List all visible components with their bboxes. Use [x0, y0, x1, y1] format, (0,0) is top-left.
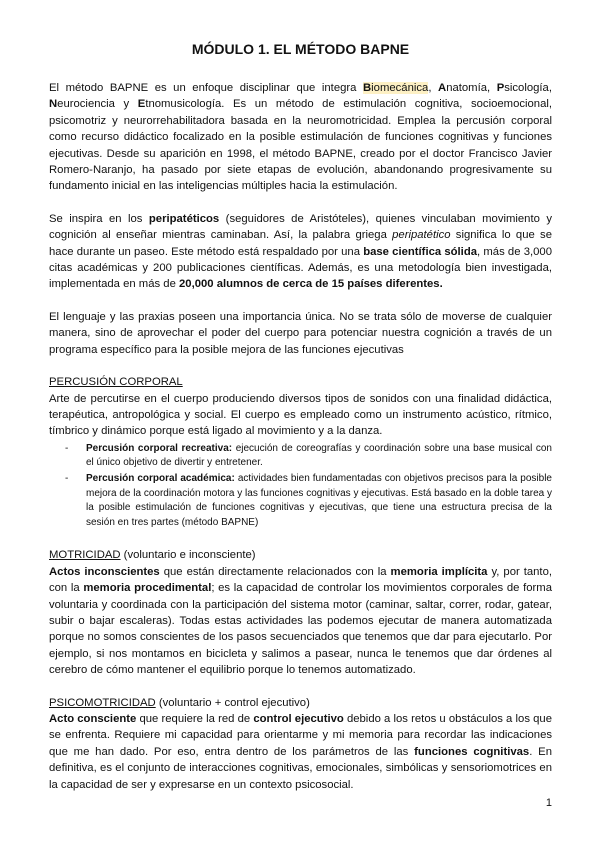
bullet-label: Percusión corporal recreativa:	[86, 442, 233, 454]
text: Se inspira en los	[49, 212, 149, 225]
term-memoria-procedimental: memoria procedimental	[83, 582, 212, 595]
highlight-b	[363, 82, 428, 94]
word-anatomia: natomía,	[446, 82, 497, 94]
term-funciones-cognitivas: funciones cognitivas	[414, 745, 530, 758]
text: debido a los retos u obstáculos a los que se enfrenta. Requiere mi capacidad para orientarme y mi memoria para recordar las indicaciones que me han dado. Por eso, entra dentro de los parámetros de las	[49, 712, 552, 758]
intro-text: El método BAPNE es un enfoque disciplinar que integra	[49, 82, 363, 94]
bullet-text: actividades bien fundamentadas con objetivos precisos para la posible mejora de la coordinación motora y las funciones cognitivas y ejecutivas. Está basado en la doble tarea y la posible estimulación de funciones cognitivas y ejecutivas, que tiene una estructura precisa de la sesión en tres partes (método BAPNE)	[86, 472, 552, 528]
letter-a: A	[438, 82, 447, 94]
text: significa lo que se hace durante un paseo. Este método está respaldado por una	[49, 229, 552, 258]
text: que requiere la red de	[136, 712, 254, 725]
text: (seguidores de Aristóteles), quienes vinculaban movimiento y cognición al enseñar mientras caminaban. Así, la palabra griega	[49, 212, 552, 242]
term-base-cientifica: base científica sólida	[363, 245, 478, 258]
text: que están directamente relacionados con la	[159, 565, 391, 578]
term-memoria-implicita: memoria implícita	[390, 565, 488, 578]
psicomotricidad-body	[49, 711, 552, 793]
section-subtitle: (voluntario + control ejecutivo)	[155, 696, 310, 709]
intro-paragraph	[49, 80, 552, 195]
percusion-body: Arte de percutirse en el cuerpo produciendo diversos tipos de sonidos con una finalidad didáctica, terapéutica, antropológica y social. El cuerpo es empleado como un instrumento acústico, rítmico, tímbrico y dinámico porque está ligado al movimiento y a la danza.	[49, 392, 552, 438]
section-psicomotricidad	[49, 695, 552, 711]
text: ; es la capacidad de controlar los movimientos corporales de forma voluntaria y coordinada con la participación del sistema motor (caminar, saltar, correr, rodar, gatear, subir o bajar escaleras). Todas estas actividades las podemos ejecutar de manera automatizada porque no somos conscientes de los pasos secuenciados que tenemos que dar para ejecutarlo. Por ejemplo, si nos montamos en bicicleta y salimos a pasear, nunca le tenemos que dar órdenes al cerebro de cómo mantener el equilibrio porque lo tenemos automatizado.	[49, 582, 552, 677]
text: y, por tanto, con la	[49, 565, 552, 595]
letter-n: N	[49, 98, 58, 111]
section-title-motricidad: MOTRICIDAD	[49, 549, 121, 562]
intro-tail: tnomusicología. Es un método de estimulación cognitiva, socioemocional, psicomotriz y neurorrehabilitadora basada en la neuromotricidad. Emplea la percusión corporal como recurso didáctico focalizado en la posible estimulación de funciones cognitivas y funciones ejecutivas. Desde su aparición en 1998, el método BAPNE, creado por el doctor Francisco Javier Romero-Naranjo, ha pasado por siete etapas de evolución, abandonando progresivamente su fundamento inicial en las inteligencias múltiples hacia la estimulación.	[49, 98, 553, 193]
list-item	[49, 442, 552, 471]
word-neurociencia: eurociencia y	[57, 98, 138, 111]
section-title-percusion: PERCUSIÓN CORPORAL	[49, 376, 183, 389]
bullet-text: ejecución de coreografías y coordinación sobre una base musical con el único objetivo de divertir y entretener.	[86, 442, 552, 469]
word-psicologia: sicología,	[504, 82, 552, 94]
text: . En definitiva, es el conjunto de interacciones cognitivas, emocionales, simbólicas y sensoriomotrices en la capacidad de ser y expresarse en un contexto psicosocial.	[49, 745, 552, 791]
letter-p: P	[496, 82, 505, 94]
comma: ,	[428, 82, 439, 94]
letter-e: E	[137, 98, 146, 111]
language-paragraph: El lenguaje y las praxias poseen una importancia única. No se trata sólo de moverse de cualquier manera, sino de aprovechar el poder del cuerpo para potenciar nuestra cognición a través de un programa específico para la posible mejora de las funciones ejecutivas	[49, 310, 552, 356]
dash-bullet: -	[65, 442, 69, 454]
term-acto-consciente: Acto consciente	[49, 712, 137, 725]
text: , más de 3,000 citas académicas y 200 publicaciones científicas. Además, es una metodología bien investigada, implementada en más de	[49, 245, 552, 291]
motricidad-body	[49, 564, 552, 679]
term-peripatetico: peripatético	[392, 229, 451, 242]
peripatetic-paragraph	[49, 211, 552, 293]
word-biomecanica: iomecánica	[371, 82, 429, 94]
percusion-list	[49, 442, 552, 531]
bullet-label: Percusión corporal académica:	[86, 472, 235, 484]
section-subtitle: (voluntario e inconsciente)	[120, 549, 256, 562]
term-actos-inconscientes: Actos inconscientes	[49, 565, 160, 578]
letter-b: B	[362, 82, 372, 94]
page-number: 1	[545, 797, 552, 809]
section-percusion	[49, 374, 552, 390]
term-peripateticos: peripatéticos	[148, 212, 220, 225]
term-control-ejecutivo: control ejecutivo	[253, 712, 344, 725]
section-motricidad	[49, 547, 552, 563]
page-title: MÓDULO 1. EL MÉTODO BAPNE	[191, 41, 410, 57]
section-title-psicomotricidad: PSICOMOTRICIDAD	[49, 696, 156, 709]
dash-bullet: -	[65, 472, 69, 484]
term-alumnos: 20,000 alumnos de cerca de 15 países diferentes.	[179, 278, 443, 291]
list-item	[49, 472, 552, 530]
